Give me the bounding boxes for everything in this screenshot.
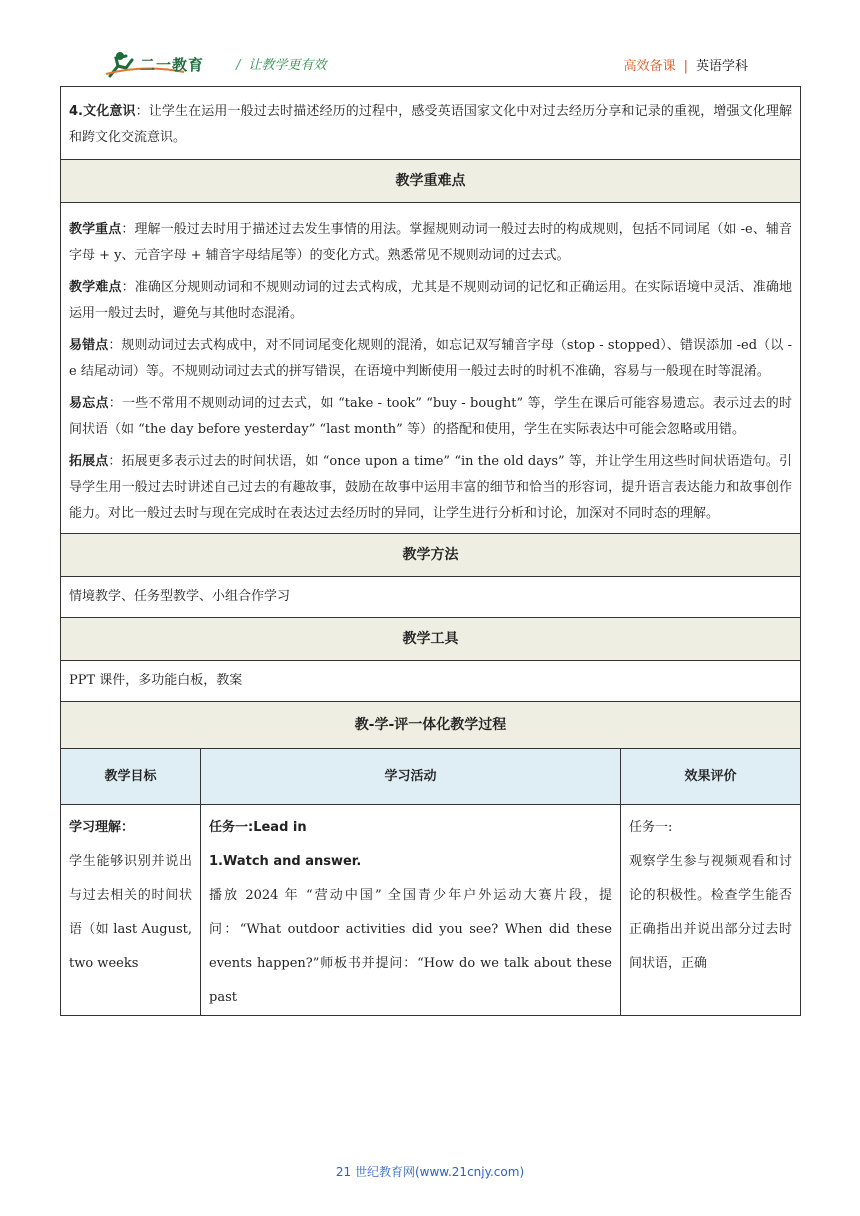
task-title: 任务一:Lead in: [209, 820, 307, 835]
section-methods: 教学方法: [61, 534, 801, 577]
section-process: 教-学-评一体化教学过程: [61, 702, 801, 749]
point-key: 教学重点：理解一般过去时用于描述过去发生事情的用法。掌握规则动词一般过去时的构成规则，包括不同词尾（如 -e、辅音字母 + y、元音字母 + 辅音字母结尾等）的变化方式。熟悉常见不规则动词的过去式。: [69, 222, 792, 263]
eval-title: 任务一:: [629, 820, 673, 835]
slogan: / 让教学更有效: [236, 58, 327, 73]
evaluation-cell: [621, 805, 801, 1016]
task-text: 播放 2024 年 “营动中国” 全国青少年户外运动大赛片段，提问：“What outdoor activities did you see? When did these events happen?”师板书并提问：“How do we talk about these past: [209, 888, 612, 1005]
lesson-plan-table: [60, 86, 801, 1016]
page-header: [60, 44, 800, 84]
culture-cell: [61, 87, 801, 160]
point-difficult: 教学难点：准确区分规则动词和不规则动词的过去式构成，尤其是不规则动词的记忆和正确运用。在实际语境中灵活、准确地运用一般过去时，避免与其他时态混淆。: [69, 280, 792, 321]
culture-label: 4.文化意识: [69, 104, 136, 119]
goal-cell: [61, 805, 201, 1016]
section-key-difficult: 教学重难点: [61, 160, 801, 203]
header-evaluation: 效果评价: [621, 749, 801, 805]
points-cell: [61, 203, 801, 534]
goal-text: 学生能够识别并说出与过去相关的时间状语（如 last August, two weeks: [69, 854, 192, 971]
header-goal: 教学目标: [61, 749, 201, 805]
eval-text: 观察学生参与视频观看和讨论的积极性。检查学生能否正确指出并说出部分过去时间状语，正确: [629, 854, 793, 971]
goal-label: 学习理解：: [69, 820, 135, 835]
methods-text: 情境教学、任务型教学、小组合作学习: [61, 577, 801, 618]
tools-text: PPT 课件，多功能白板，教案: [61, 661, 801, 702]
activity-cell: [201, 805, 621, 1016]
page-footer: 21 世纪教育网(www.21cnjy.com): [335, 1165, 525, 1179]
logo-text: 二一教育: [140, 56, 205, 74]
task-step: 1.Watch and answer.: [209, 854, 362, 869]
point-forgettable: 易忘点：一些不常用不规则动词的过去式，如 “take - took” “buy - bought” 等，学生在课后可能容易遗忘。表示过去的时间状语（如 “the day before yesterday” “last month” 等）的搭配和使用，学生在实际表达中可能会忽略或用错。: [69, 396, 793, 437]
point-extension: 拓展点：拓展更多表示过去的时间状语，如 “once upon a time” “in the old days” 等，并让学生用这些时间状语造句。引导学生用一般过去时讲述自己过去的有趣故事，鼓励在故事中运用丰富的细节和恰当的形容词，提升语言表达能力和故事创作能力。对比一般过去时与现在完成时在表达过去经历时的异同，让学生进行分析和讨论，加深对不同时态的理解。: [69, 454, 793, 521]
section-tools: 教学工具: [61, 618, 801, 661]
point-error-prone: 易错点：规则动词过去式构成中，对不同词尾变化规则的混淆，如忘记双写辅音字母（stop - stopped）、错误添加 -ed（以 -e 结尾动词）等。不规则动词过去式的拼写错误，在语境中判断使用一般过去时的时机不准确，容易与一般现在时等混淆。: [69, 338, 792, 379]
header-subject: 高效备课 | 英语学科: [623, 59, 748, 74]
header-activity: 学习活动: [201, 749, 621, 805]
culture-text: ：让学生在运用一般过去时描述经历的过程中，感受英语国家文化中对过去经历分享和记录的重视，增强文化理解和跨文化交流意识。: [69, 104, 793, 145]
